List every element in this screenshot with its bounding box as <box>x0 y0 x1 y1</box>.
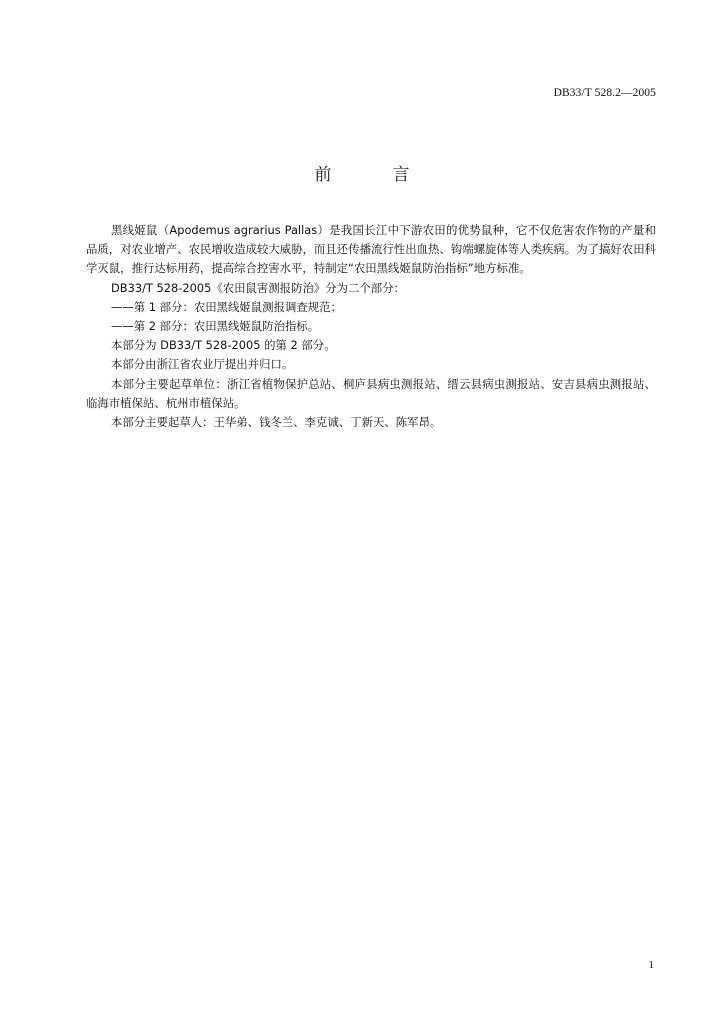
paragraph-proposer: 本部分由浙江省农业厅提出并归口。 <box>111 357 294 372</box>
paragraph-parts-overview: DB33/T 528-2005《农田鼠害测报防治》分为二个部分： <box>111 280 405 295</box>
standard-code: DB33/T 528.2—2005 <box>553 87 656 99</box>
page-number: 1 <box>648 959 654 971</box>
paragraph-part-2: ——第 2 部分：农田黑线姬鼠防治指标。 <box>111 319 320 334</box>
paragraph-drafters: 本部分主要起草人：王华弟、钱冬兰、李克诚、丁新天、陈军昂。 <box>111 415 442 430</box>
paragraph-part-1: ——第 1 部分：农田黑线姬鼠测报调查规范； <box>111 299 342 314</box>
paragraph-intro: 黑线姬鼠（Apodemus agrarius Pallas）是我国长江中下游农田的优势鼠种，它不仅危害农作物的产量和品质，对农业增产、农民增收造成较大威胁，而且还传播流行性出血热、钩端螺旋体等人类疾病。为了搞好农田科学灭鼠，推行达标用药，提高综合控害水平，特制定“农田黑线姬鼠防治指标”地方标准。 <box>86 223 656 276</box>
paragraph-drafting-units: 本部分主要起草单位：浙江省植物保护总站、桐庐县病虫测报站、缙云县病虫测报站、安吉县病虫测报站、临海市植保站、杭州市植保站。 <box>86 376 656 410</box>
foreword-body <box>86 221 656 432</box>
paragraph-this-part: 本部分为 DB33/T 528-2005 的第 2 部分。 <box>111 338 336 353</box>
page-title: 前 言 <box>314 165 432 185</box>
